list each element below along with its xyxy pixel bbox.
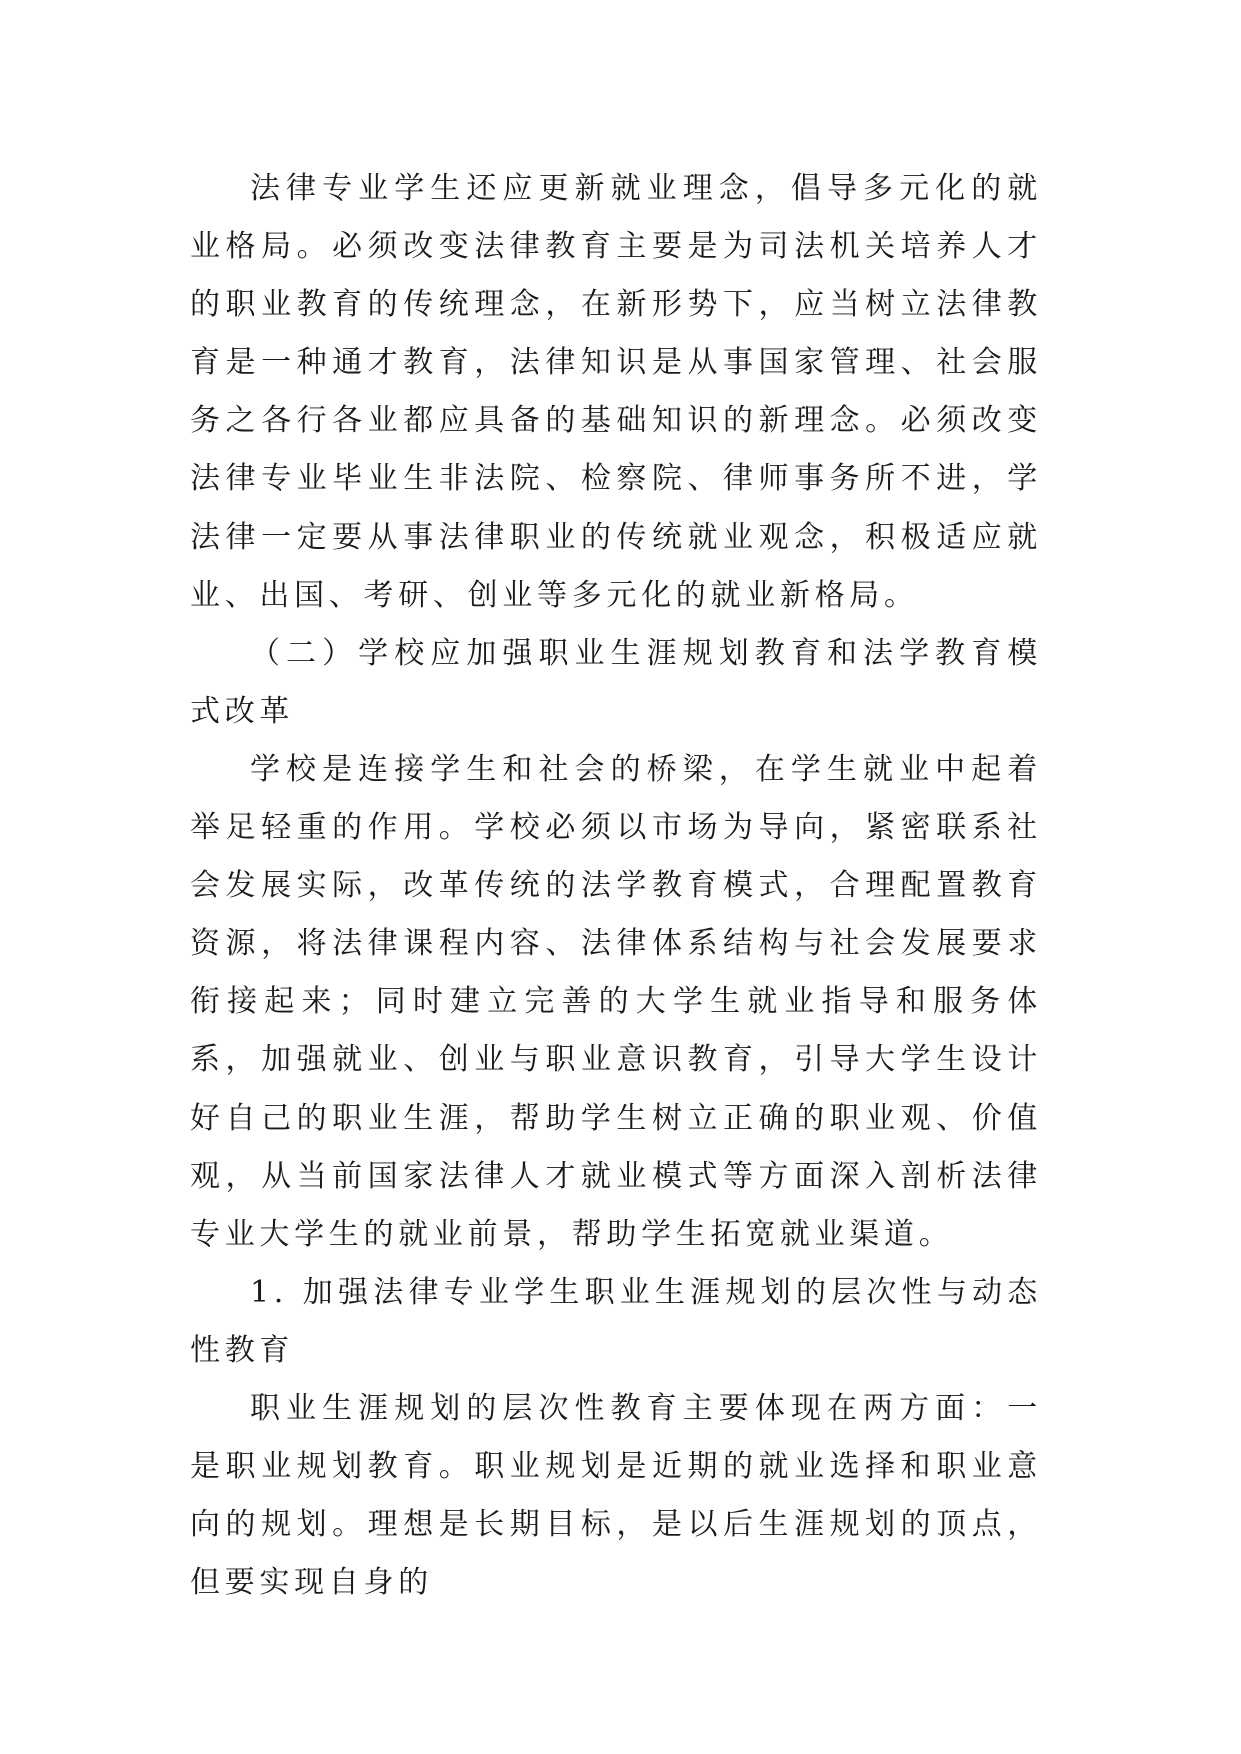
paragraph-career-planning-levels: 职业生涯规划的层次性教育主要体现在两方面：一是职业规划教育。职业规划是近期的就业选择和职业意向的规划。理想是长期目标，是以后生涯规划的顶点，但要实现自身的 [190,1390,1042,1601]
subheading-career-planning: 1. 加强法律专业学生职业生涯规划的层次性与动态性教育 [190,1274,1042,1368]
section-heading-school-reform: （二）学校应加强职业生涯规划教育和法学教育模式改革 [190,635,1042,729]
document-body [190,160,1042,1612]
paragraph-school-role: 学校是连接学生和社会的桥梁，在学生就业中起着举足轻重的作用。学校必须以市场为导向，紧密联系社会发展实际，改革传统的法学教育模式，合理配置教育资源，将法律课程内容、法律体系结构与社会发展要求衔接起来；同时建立完善的大学生就业指导和服务体系，加强就业、创业与职业意识教育，引导大学生设计好自己的职业生涯，帮助学生树立正确的职业观、价值观，从当前国家法律人才就业模式等方面深入剖析法律专业大学生的就业前景，帮助学生拓宽就业渠道。 [190,751,1042,1252]
paragraph-employment-concept: 法律专业学生还应更新就业理念，倡导多元化的就业格局。必须改变法律教育主要是为司法机关培养人才的职业教育的传统理念，在新形势下，应当树立法律教育是一种通才教育，法律知识是从事国家管理、社会服务之各行各业都应具备的基础知识的新理念。必须改变法律专业毕业生非法院、检察院、律师事务所不进，学法律一定要从事法律职业的传统就业观念，积极适应就业、出国、考研、创业等多元化的就业新格局。 [190,171,1042,613]
